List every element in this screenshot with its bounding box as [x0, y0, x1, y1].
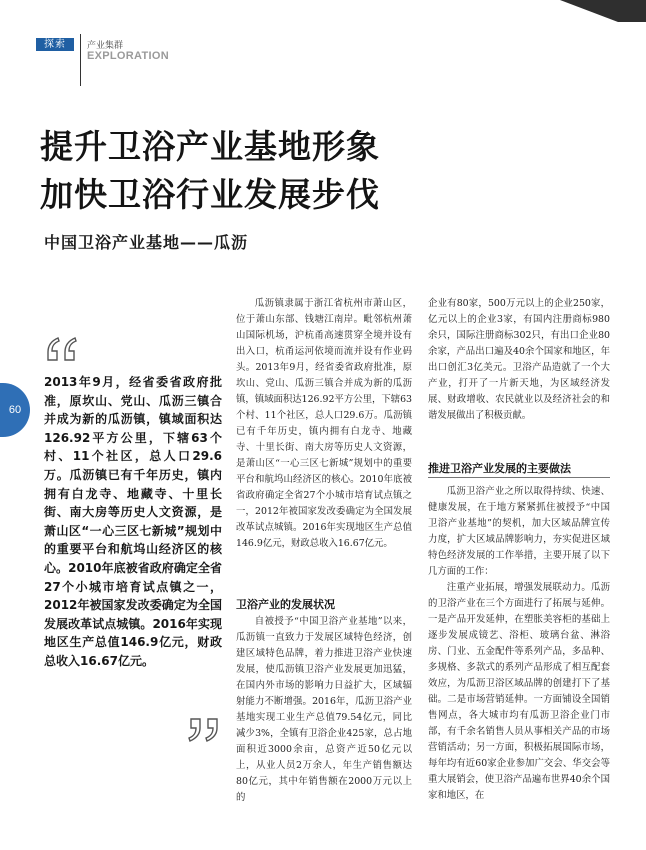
title-line-2: 加快卫浴行业发展步伐	[40, 175, 380, 214]
section-heading-development-status: 卫浴产业的发展状况	[236, 598, 335, 611]
header-category-en: EXPLORATION	[87, 50, 169, 62]
body-column-1	[236, 296, 412, 552]
page-number: 60	[0, 383, 30, 437]
header-divider	[80, 34, 81, 86]
close-quote-icon	[188, 717, 220, 743]
body-paragraph: 注重产业拓展，增强发展联动力。瓜沥的卫浴产业在三个方面进行了拓展与延伸。一是产品开发延伸，在塑胀美容柜的基础上逐步发展成镜艺、浴柜、玻璃台盆、淋浴房、门业、五金配件等系列产品，多品种、多规格、多款式的系列产品形成了相互配套效应，为瓜沥卫浴区域品牌的创建打下了基础。二是市场营销延伸。一方面铺设全国销售网点，各大城市均有瓜沥卫浴企业门市部，有千余名销售人员从事相关产品的市场营销活动；另一方面，积极拓展国际市场，每年均有近60家企业参加广交会、华交会等重大展销会，使卫浴产品遍布世界40余个国家和地区，在	[428, 582, 610, 801]
title-line-1: 提升卫浴产业基地形象	[40, 127, 380, 166]
body-paragraph: 瓜沥镇隶属于浙江省杭州市萧山区，位于萧山东部、钱塘江南岸。毗邻杭州萧山国际机场，沪杭甬高速贯穿全境并设有出入口，杭甬运河依境而流并设有作业码头。2013年9月，经省委省政府批准，原坎山、党山、瓜沥三镇合并成为新的瓜沥镇，镇域面积达126.92平方公里，下辖63个村、11个社区，总人口29.6万。瓜沥镇已有千年历史，镇内拥有白龙寺、地藏寺、十里长街、南大房等历史人文资源，是萧山区“一心三区七新城”规划中的重要平台和航坞山经济区的核心。2010年底被省政府确定全省27个小城市培育试点镇之一，2012年被国家发改委确定为全国发展改革试点城镇。2016年实现地区生产总值146.9亿元，财政总收入16.67亿元。	[236, 298, 412, 549]
body-column-2	[428, 296, 610, 424]
heading-underline	[428, 477, 610, 478]
header-category: 产业集群	[87, 41, 124, 51]
body-paragraph: 自被授予“中国卫浴产业基地”以来，瓜沥镇一直致力于发展区域特色经济，创建区域特色品牌，着力推进卫浴产业快速发展，使瓜沥镇卫浴产业发展更加迅猛，在国内外市场的影响力日益扩大，区域辐射能力不断增强。2016年，瓜沥卫浴产业基地实现工业生产总值79.54亿元，同比减少3%，全镇有卫浴企业425家，总占地面积近3000余亩，总资产近50亿元以上，从业人员2万余人，年生产销售额达80亿元，其中年销售额在2000万元以上的	[236, 616, 412, 803]
section-tag: 探索	[36, 38, 74, 51]
article-title	[40, 123, 500, 219]
pull-quote: 2013年9月，经省委省政府批准，原坎山、党山、瓜沥三镇合并成为新的瓜沥镇，镇域面积达126.92平方公里，下辖63个村、11个社区，总人口29.6万。瓜沥镇已有千年历史，镇内拥有白龙寺、地藏寺、十里长街、南大房等历史人文资源，是萧山区“一心三区七新城”规划中的重要平台和航坞山经济区的核心。2010年底被省政府确定全省27个小城市培育试点镇之一，2012年被国家发改委确定为全国发展改革试点城镇。2016年实现地区生产总值146.9亿元，财政总收入16.67亿元。	[44, 375, 222, 668]
article-subtitle: 中国卫浴产业基地——瓜沥	[44, 233, 249, 252]
body-column-2-lower	[428, 484, 610, 804]
body-paragraph: 瓜沥卫浴产业之所以取得持续、快速、健康发展，在于地方紧紧抓住被授予“中国卫浴产业基地”的契机，加大区域品牌宣传力度，扩大区域品牌影响力，夯实促进区域特色经济发展的工作举措，主要开展了以下几方面的工作：	[428, 486, 610, 577]
open-quote-icon	[46, 336, 78, 362]
corner-decoration	[0, 0, 646, 24]
body-column-1-lower	[236, 614, 412, 806]
body-paragraph: 企业有80家，500万元以上的企业250家，亿元以上的企业3家，有国内注册商标980余只，国际注册商标302只，有出口企业80余家，产品出口遍及40余个国家和地区，年出口创汇3亿美元。卫浴产品造就了一个大产业，打开了一片新天地，为区域经济发展、财政增收、农民就业以及经济社会的和谐发展做出了积极贡献。	[428, 298, 610, 421]
section-heading-main-practices: 推进卫浴产业发展的主要做法	[428, 462, 571, 475]
